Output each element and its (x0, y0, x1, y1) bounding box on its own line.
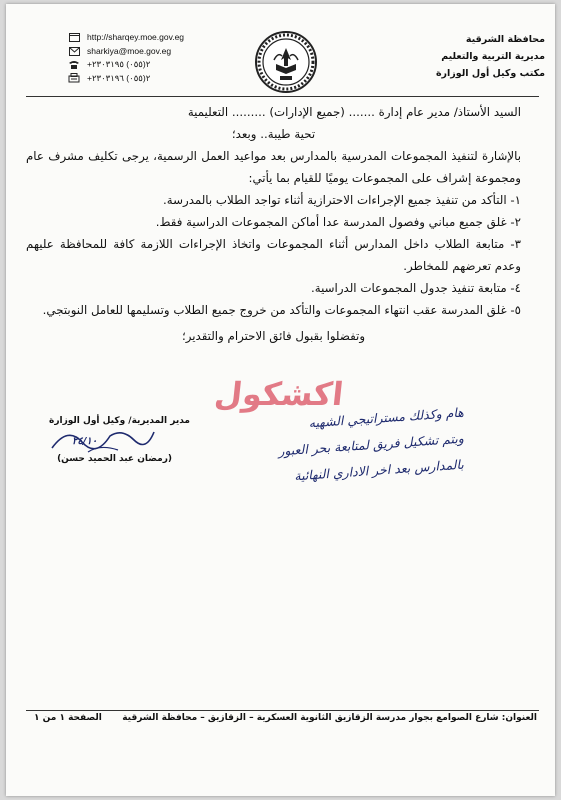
signature-block (14, 416, 194, 476)
handwritten-line: هام وكذلك مستراتيجي الشهيه (308, 404, 465, 431)
handwritten-line: بالمدارس بعد اخر الاداري النهائية (293, 456, 465, 484)
phone-icon (68, 60, 80, 70)
ministry-seal-logo (254, 30, 318, 94)
office-label: مكتب وكيل أول الوزارة (435, 68, 545, 79)
contact-block (68, 31, 218, 85)
contact-phone: +٢(٠٥٥) ٢٣٠٣١٩٥ (68, 58, 218, 72)
list-item: ١- التأكد من تنفيذ جميع الإجراءات الاحترازية أثناء تواجد الطلاب بالمدرسة. (163, 193, 521, 207)
footer-divider (26, 710, 539, 711)
header-divider (26, 96, 539, 97)
signatory-title: مدير المديرية/ وكيل أول الوزارة (49, 416, 190, 426)
page-footer (34, 713, 537, 723)
list-item: ٤- متابعة تنفيذ جدول المجموعات الدراسية. (311, 281, 521, 295)
governorate-label: محافظة الشرقية (465, 34, 545, 45)
list-item: ٣- متابعة الطلاب داخل المدارس أثناء المجموعات واتخاذ الإجراءات اللازمة كافة للمحافظة عليهم وعدم تعرضهم للمخاطر. (26, 237, 521, 273)
contact-email: sharkiya@moe.gov.eg (68, 45, 218, 59)
signatory-name: (رمضان عبد الحميد حسن) (57, 454, 172, 464)
signature-scribble-icon (48, 422, 158, 456)
contact-website: http://sharqey.moe.gov.eg (68, 31, 218, 45)
list-item: ٢- غلق جميع مباني وفصول المدرسة عدا أماكن المجموعات الدراسية فقط. (155, 215, 521, 229)
mail-icon (68, 46, 80, 56)
recipient-line: السيد الأستاذ/ مدير عام إدارة ....... (جميع الإدارات) ......... التعليمية (187, 105, 521, 119)
globe-icon (68, 33, 80, 43)
contact-fax: +٢(٠٥٥) ٢٣٠٣١٩٦ (68, 72, 218, 86)
handwritten-line: وبتم تشكيل فريق لمتابعة بحر العبور (277, 430, 465, 459)
greeting-line: تحية طيبة.. وبعد؛ (231, 127, 316, 141)
directorate-label: مديرية التربية والتعليم (441, 51, 545, 62)
letter-body (26, 101, 521, 347)
list-item: ٥- غلق المدرسة عقب انتهاء المجموعات والتأكد من خروج جميع الطلاب وتسليمها للعامل النوبتجي. (42, 303, 521, 317)
intro-paragraph: بالإشارة لتنفيذ المجموعات المدرسية بالمدارس بعد مواعيد العمل الرسمية، يرجى تكليف مشرف عام ومجموعة إشراف على المجموعات يوميًا للقيام بما يأتي: (26, 149, 521, 185)
fax-icon (68, 73, 80, 83)
closing-line: وتفضلوا بقبول فائق الاحترام والتقدير؛ (181, 329, 366, 343)
signature-date: ٢٤/١٠ (72, 436, 98, 447)
letter-page (6, 4, 555, 796)
organization-header (415, 31, 545, 82)
footer-address: العنوان: شارع الصوامع بجوار مدرسة الزقازيق الثانوية العسكرية – الزقازيق – محافظة الشرقية (122, 713, 537, 723)
page-number: الصفحة ١ من ١ (34, 713, 102, 723)
watermark-logo: اكشكول (212, 375, 346, 413)
